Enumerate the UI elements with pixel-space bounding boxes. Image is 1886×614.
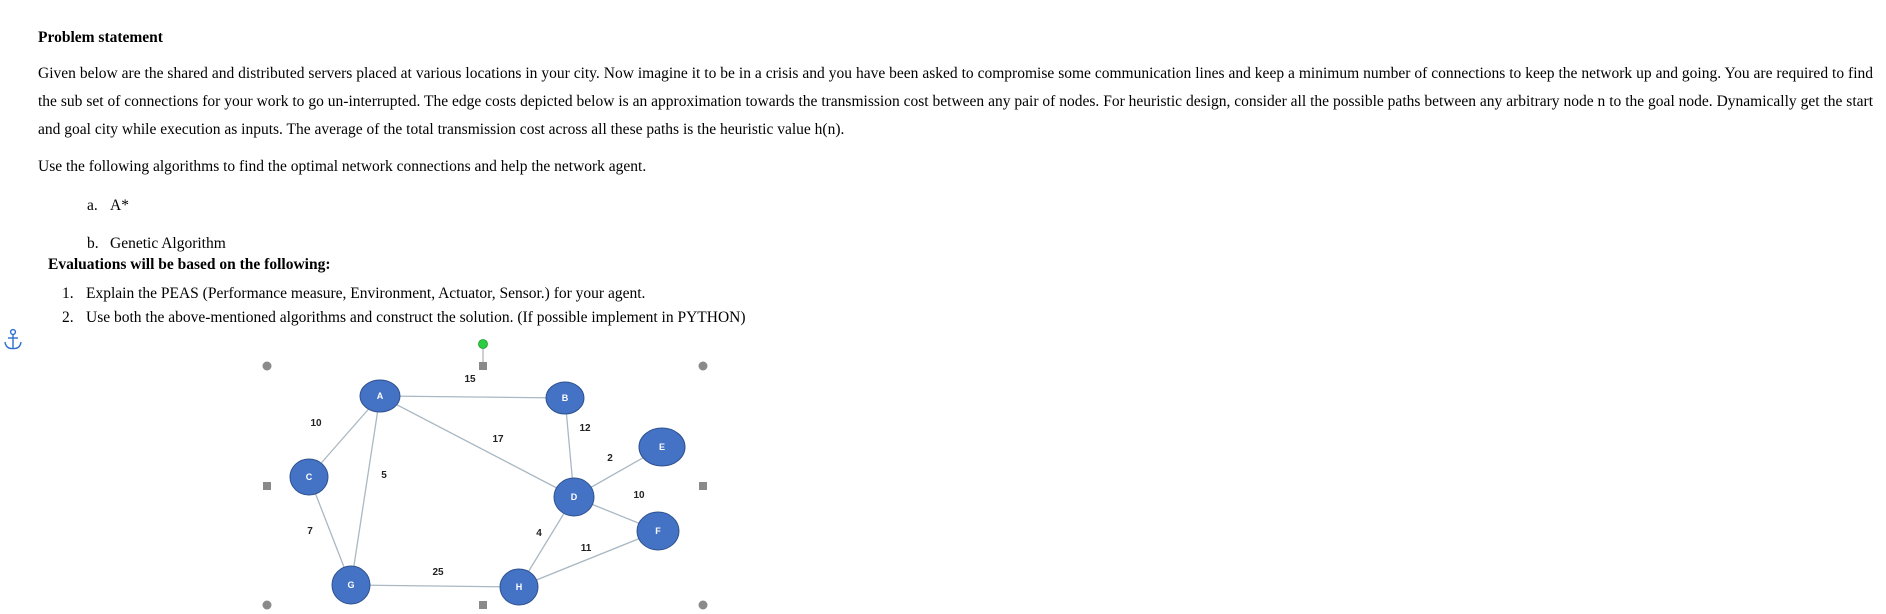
resize-handle-top-right[interactable]	[699, 362, 708, 371]
node-b	[546, 382, 584, 414]
edge-cost-label: 11	[580, 543, 592, 554]
algorithm-item-astar	[87, 197, 129, 215]
evaluation-item-implementation	[62, 309, 746, 327]
problem-description-paragraph: Given below are the shared and distributed servers placed at various locations in your city. Now imagine it to be in a crisis and you have been asked to compromise some communication lines and keep a minimum number of connections to keep the network up and going. You are required to find the sub set of connections for your work to go un-interrupted. The edge costs depicted below is an approximation towards the transmission cost between any pair of nodes. For heuristic design, consider all the possible paths between any arbitrary node n to the goal node. Dynamically get the start and goal city while execution as inputs. The average of the total transmission cost across all these paths is the heuristic value h(n).	[38, 65, 1873, 138]
resize-handle-left[interactable]	[263, 482, 271, 490]
edge-cost-label: 25	[432, 567, 444, 578]
node-g	[332, 566, 370, 604]
node-label: F	[655, 526, 661, 536]
evaluation-item-peas	[62, 285, 645, 303]
selection-frame	[263, 340, 708, 610]
resize-handle-top[interactable]	[479, 362, 487, 370]
node-label: A	[376, 391, 384, 401]
edge-cost-label: 2	[607, 453, 613, 464]
list-marker: 1.	[62, 285, 74, 302]
resize-handle-top-left[interactable]	[263, 362, 272, 371]
evaluation-text: Explain the PEAS (Performance measure, Environment, Actuator, Sensor.) for your agent.	[86, 285, 646, 302]
node-d	[554, 478, 594, 516]
node-label: H	[515, 582, 523, 592]
network-diagram[interactable]	[255, 335, 725, 614]
resize-handle-bottom[interactable]	[479, 601, 487, 609]
node-f	[637, 512, 679, 550]
algorithm-name: Genetic Algorithm	[110, 235, 226, 252]
evaluation-heading: Evaluations will be based on the following:	[48, 256, 331, 273]
edge-cost-label: 17	[492, 434, 504, 445]
resize-handle-bottom-left[interactable]	[263, 601, 272, 610]
problem-statement-heading: Problem statement	[38, 29, 163, 46]
edge-cost-label: 4	[536, 528, 542, 539]
node-e	[639, 428, 685, 466]
algorithm-instruction: Use the following algorithms to find the optimal network connections and help the network agent.	[38, 158, 647, 175]
resize-handle-right[interactable]	[699, 482, 707, 490]
node-label: D	[570, 492, 578, 502]
edge-cost-label: 5	[381, 470, 387, 481]
node-c	[290, 459, 328, 495]
node-label: B	[561, 393, 569, 403]
list-marker: 2.	[62, 309, 74, 326]
edge-cost-label: 12	[579, 423, 591, 434]
node-label: E	[658, 442, 666, 452]
anchor-icon[interactable]	[2, 328, 24, 352]
node-h	[500, 569, 538, 605]
edge-cost-label: 10	[310, 418, 322, 429]
evaluation-text: Use both the above-mentioned algorithms and construct the solution. (If possible implement in PYTHON)	[86, 309, 746, 326]
resize-handle-bottom-right[interactable]	[699, 601, 708, 610]
node-a	[360, 380, 400, 412]
node-label: G	[347, 580, 355, 590]
edge-cost-label: 7	[307, 526, 313, 537]
edge-g-h	[351, 585, 519, 587]
edge-cost-label: 15	[464, 374, 476, 385]
algorithm-item-genetic	[87, 235, 226, 253]
list-marker: a.	[87, 197, 98, 214]
edge-h-f	[519, 531, 658, 587]
node-label: C	[305, 472, 313, 482]
edge-a-d	[380, 396, 574, 497]
algorithm-name: A*	[110, 197, 129, 214]
edge-cost-label: 10	[633, 490, 645, 501]
edge-a-b	[380, 396, 565, 398]
list-marker: b.	[87, 235, 99, 252]
rotate-handle[interactable]	[479, 340, 488, 349]
